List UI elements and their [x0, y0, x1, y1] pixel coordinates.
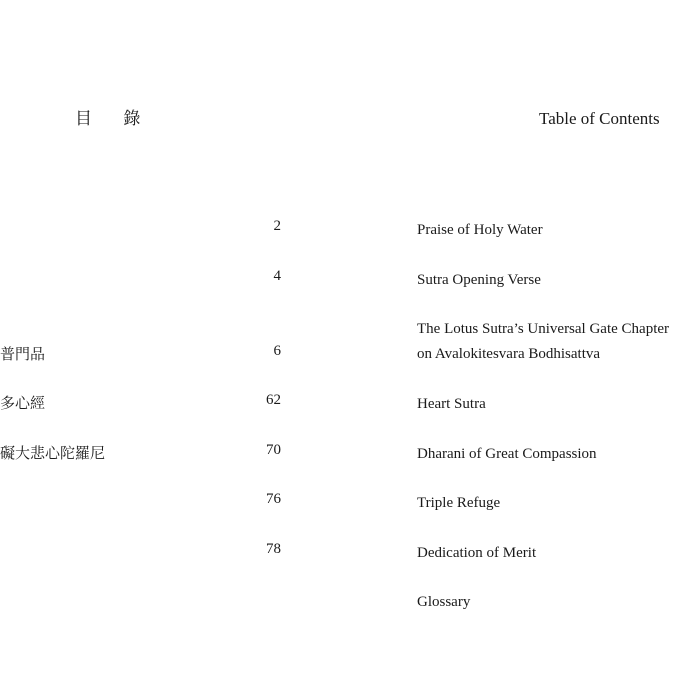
toc-english-title — [417, 392, 697, 417]
toc-row-triple-refuge — [0, 491, 700, 531]
toc-row-opening-verse — [0, 268, 700, 308]
toc-page-number: 78 — [266, 541, 281, 557]
toc-row-heart-sutra — [0, 392, 700, 432]
toc-chinese-title: 礙大悲心陀羅尼 — [0, 444, 106, 462]
toc-title-chinese: 目 錄 — [75, 109, 154, 129]
toc-page-number: 70 — [266, 442, 281, 458]
toc-english-line: The Lotus Sutra’s Universal Gate Chapter — [417, 321, 670, 337]
toc-english-line: Dharani of Great Compassion — [417, 446, 597, 462]
toc-chinese-title: 多心經 — [0, 394, 46, 412]
toc-english-line: Triple Refuge — [417, 495, 501, 511]
toc-english-title — [417, 590, 697, 615]
toc-english-title — [417, 317, 697, 367]
toc-english-title — [417, 541, 697, 566]
toc-english-title — [417, 442, 697, 467]
toc-row-glossary — [0, 590, 700, 630]
toc-english-title — [417, 218, 697, 243]
toc-english-line: Glossary — [417, 594, 471, 610]
toc-chinese-title: 普門品 — [0, 345, 46, 363]
toc-page-number: 62 — [266, 392, 281, 408]
toc-english-line: on Avalokitesvara Bodhisattva — [417, 346, 601, 362]
toc-page-number: 2 — [273, 218, 281, 234]
toc-english-title — [417, 268, 697, 293]
toc-row-universal-gate — [0, 321, 700, 383]
toc-page-number: 4 — [273, 268, 281, 284]
toc-row-dedication — [0, 541, 700, 581]
toc-english-line: Heart Sutra — [417, 396, 486, 412]
toc-page-number: 76 — [266, 491, 281, 507]
toc-english-title — [417, 491, 697, 516]
toc-english-line: Dedication of Merit — [417, 545, 537, 561]
toc-row-great-compassion — [0, 442, 700, 482]
toc-english-line: Praise of Holy Water — [417, 222, 543, 238]
toc-row-holy-water — [0, 218, 700, 258]
toc-page-number: 6 — [273, 343, 281, 359]
toc-title-english: Table of Contents — [539, 109, 660, 128]
toc-english-line: Sutra Opening Verse — [417, 272, 541, 288]
